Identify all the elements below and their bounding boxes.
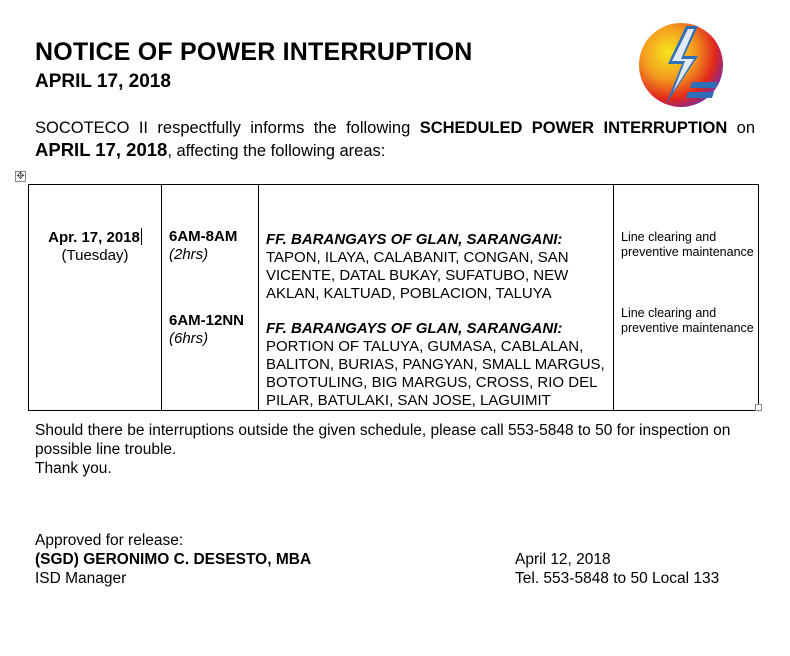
lightning-bolt-logo-icon [636,20,726,110]
area-list: TAPON, ILAYA, CALABANIT, CONGAN, SAN VICENTE, DATAL BUKAY, SUFATUBO, NEW AKLAN, KALTUAD, POBLACION, TALUYA [266,249,569,302]
area-entry [259,320,613,410]
table-row [29,185,759,411]
contact-tel: Tel. 553-5848 to 50 Local 133 [515,570,720,587]
time-entry [162,228,258,264]
time-duration: (2hrs) [169,246,209,263]
areas-cell[interactable] [259,185,614,411]
approval-label: Approved for release: [35,532,184,549]
footer-note [35,421,765,478]
area-entry [259,231,613,303]
text-cursor [141,228,142,245]
schedule-table [28,184,759,411]
area-list: PORTION OF TALUYA, GUMASA, CABLALAN, BALITON, BURIAS, PANGYAN, SMALL MARGUS, BOTOTULING, BIG MARGUS, CROSS, RIO DEL PILAR, BATULAKI, SAN JOSE, LAGUIMIT [266,338,605,409]
footer-thanks: Thank you. [35,460,112,477]
intro-text-3: , affecting the following areas: [167,142,386,160]
time-entry [162,312,258,348]
remarks-entry: Line clearing and preventive maintenance [621,230,754,259]
time-cell[interactable] [162,185,259,411]
release-info [515,550,719,588]
approval-block [35,531,311,588]
date-cell[interactable] [29,185,162,411]
area-heading: FF. BARANGAYS OF GLAN, SARANGANI: [266,320,563,337]
time-range: 6AM-8AM [169,228,238,245]
move-arrows-icon[interactable]: ✥ [16,171,25,182]
footer-note-text: Should there be interruptions outside the given schedule, please call 553-5848 to 50 for inspection on possible line trouble. [35,422,731,458]
signatory-position: ISD Manager [35,570,127,587]
schedule-date: Apr. 17, 2018 [48,229,140,246]
time-range: 6AM-12NN [169,312,245,329]
schedule-day: (Tuesday) [61,247,129,264]
intro-text-2: on [727,119,756,137]
time-duration: (6hrs) [169,330,209,347]
notice-date-heading: APRIL 17, 2018 [35,71,171,92]
resize-square-icon[interactable] [755,404,762,411]
area-heading: FF. BARANGAYS OF GLAN, SARANGANI: [266,231,563,248]
remarks-cell[interactable] [614,185,759,411]
intro-text-1: SOCOTECO II respectfully informs the following [35,119,420,137]
notice-title: NOTICE OF POWER INTERRUPTION [35,38,473,66]
intro-highlight: SCHEDULED POWER INTERRUPTION [419,119,728,137]
intro-date: APRIL 17, 2018 [35,139,168,160]
intro-paragraph [35,117,755,162]
remarks-entry: Line clearing and preventive maintenance [621,306,754,335]
signatory-name: (SGD) GERONIMO C. DESESTO, MBA [35,551,312,568]
release-date: April 12, 2018 [515,551,611,568]
